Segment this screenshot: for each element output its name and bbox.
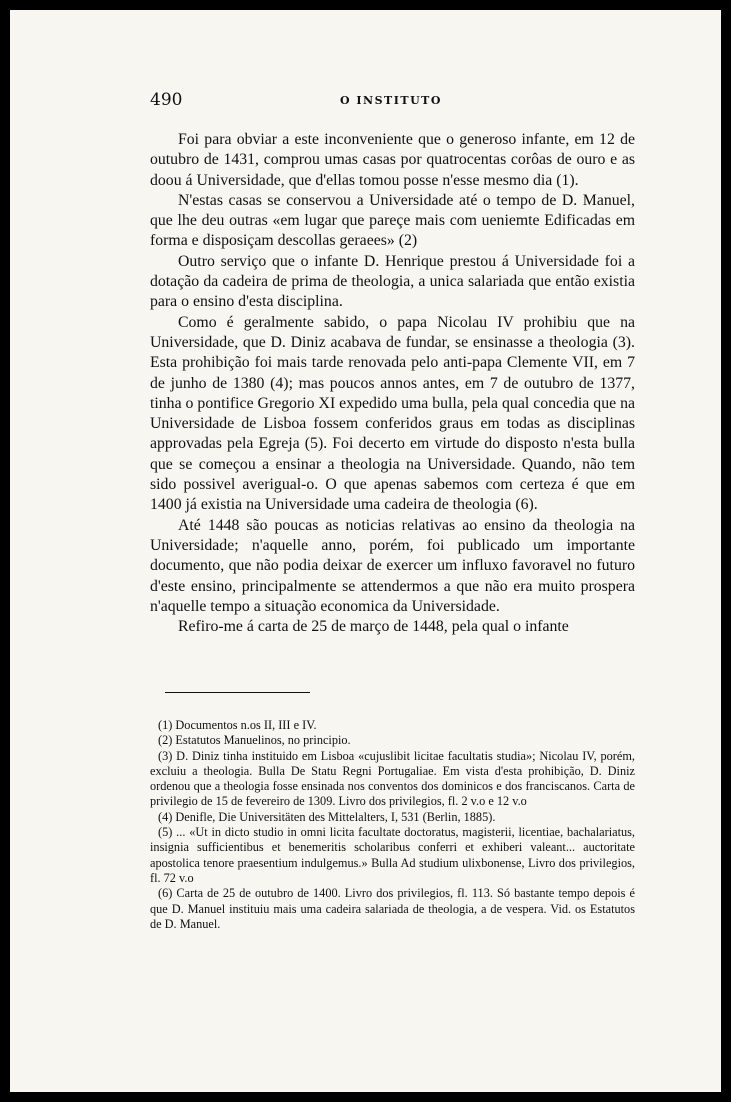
body-text [150,130,635,637]
paragraph: Até 1448 são poucas as noticias relativas ao ensino da theologia na Universidade; n'aquelle anno, porém, foi publicado um importante documento, que não podia deixar de exercer um influxo favoravel no futuro d'este ensino, principalmente se attendermos a que não era muito prospera n'aquelle tempo a situação economica da Universidade. [150,516,635,615]
paragraph: Refiro-me á carta de 25 de março de 1448, pela qual o infante [178,618,569,636]
book-page [10,10,721,1092]
footnote: (6) Carta de 25 de outubro de 1400. Livro dos privilegios, fl. 113. Só bastante tempo depois é que D. Manuel instituiu mais uma cadeira salariada de theologia, a de vespera. Vid. os Estatutos de D. Manuel. [150,886,635,931]
footnote: (5) ... «Ut in dicto studio in omni licita facultate doctoratus, magisterii, licentiae, bachalariatus, insignia sufficientibus et benemeritis scholaribus conferri et exhiberi valeant... auctoritate apostolica tenore praesentium indulgemus.» Bulla Ad studium ulixbonense, Livro dos privilegios, fl. 72 v.o [150,825,635,885]
footnote: (2) Estatutos Manuelinos, no principio. [158,733,351,748]
running-title: O INSTITUTO [340,94,442,107]
paragraph: Como é geralmente sabido, o papa Nicolau IV prohibiu que na Universidade, que D. Diniz acabava de fundar, se ensinasse a theologia (3). Esta prohibição foi mais tarde renovada pelo anti-papa Clemente VII, em 7 de junho de 1380 (4); mas poucos annos antes, em 7 de outubro de 1377, tinha o pontifice Gregorio XI expedido uma bulla, pela qual concedia que na Universidade de Lisboa fossem conferidos graus em todas as disciplinas approvadas pela Egreja (5). Foi decerto em virtude do disposto n'esta bulla que se começou a ensinar a theologia na Universidade. Quando, não tem sido possivel averigual-o. O que apenas sabemos com certeza é que em 1400 já existia na Universidade uma cadeira de theologia (6). [150,313,635,514]
paragraph: N'estas casas se conservou a Universidade até o tempo de D. Manuel, que lhe deu outras «em lugar que pareçe mais com ueniemte Edificadas em forma e disposiçam descollas geraees» (2) [150,191,635,250]
paragraph: Foi para obviar a este inconveniente que o generoso infante, em 12 de outubro de 1431, comprou umas casas por quatrocentas corôas de ouro e as doou á Universidade, que d'ellas tomou posse n'esse mesmo dia (1). [150,131,635,189]
footnote-separator [165,692,310,693]
footnote: (3) D. Diniz tinha instituido em Lisboa «cujuslibit licitae facultatis studia»; Nicolau IV, porém, excluiu a theologia. Bulla De Statu Regni Portugaliae. Em vista d'esta prohibição, D. Diniz ordenou que a theologia fosse ensinada nos conventos dos dominicos e dos franciscanos. Carta de privilegio de 15 de fevereiro de 1309. Livro dos privilegios, fl. 2 v.o e 12 v.o [150,748,635,809]
footnote: (4) Denifle, Die Universitäten des Mittelalters, I, 531 (Berlin, 1885). [158,809,496,824]
paragraph: Outro serviço que o infante D. Henrique prestou á Universidade foi a dotação da cadeira de prima de theologia, a unica salariada que então existia para o ensino d'esta disciplina. [150,252,635,311]
footnotes [150,718,635,932]
page-number: 490 [150,90,183,110]
footnote: (1) Documentos n.os II, III e IV. [158,718,317,732]
